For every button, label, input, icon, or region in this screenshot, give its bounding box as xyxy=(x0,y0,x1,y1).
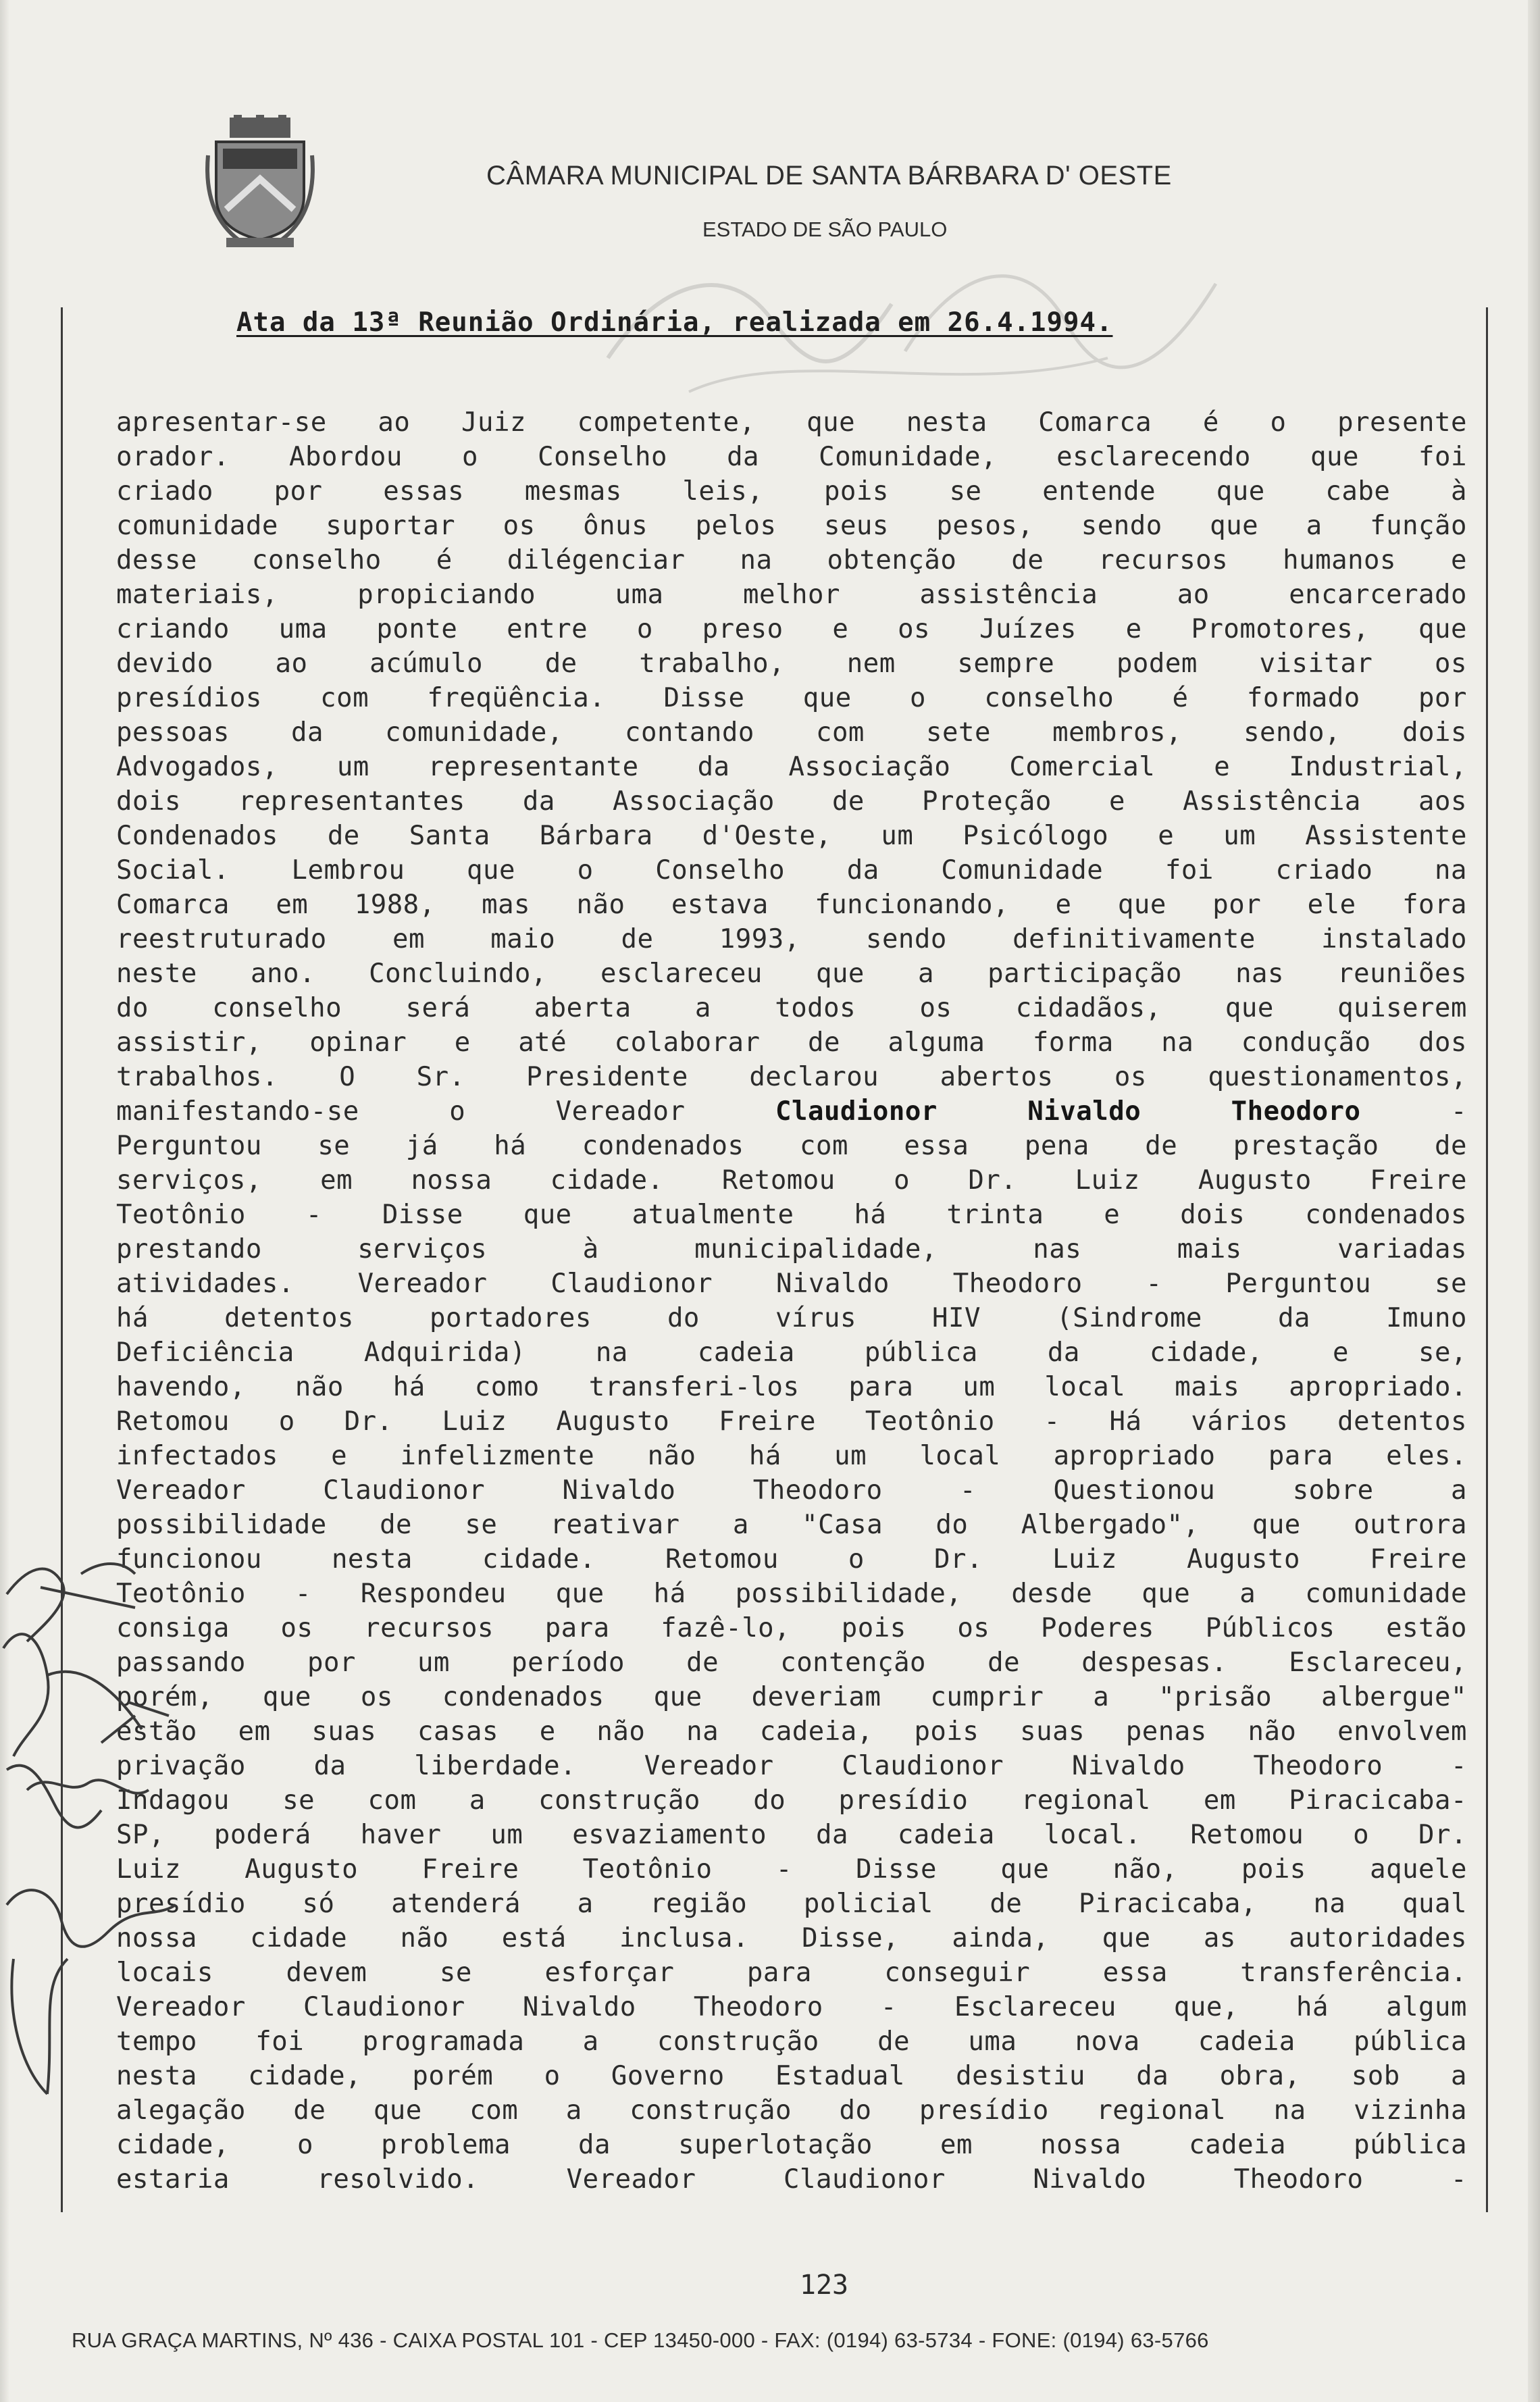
minutes-line: apresentar-se ao Juiz competente, que nesta Comarca é o presente xyxy=(116,407,1467,438)
minutes-line: há detentos portadores do vírus HIV (Sindrome da Imuno xyxy=(116,1303,1467,1333)
minutes-line: presídios com freqüência. Disse que o conselho é formado por xyxy=(116,683,1467,713)
minutes-line: comunidade suportar os ônus pelos seus pesos, sendo que a função xyxy=(116,511,1467,541)
minutes-line: manifestando-se o Vereador Claudionor Nivaldo Theodoro - xyxy=(116,1096,1467,1127)
state-name: ESTADO DE SÃO PAULO xyxy=(702,218,948,241)
minutes-line: materiais, propiciando uma melhor assistência ao encarcerado xyxy=(116,580,1467,610)
minutes-line: Comarca em 1988, mas não estava funcionando, e que por ele fora xyxy=(116,890,1467,920)
minutes-line: locais devem se esforçar para conseguir essa transferência. xyxy=(116,1958,1467,1988)
footer-address: RUA GRAÇA MARTINS, Nº 436 - CAIXA POSTAL 101 - CEP 13450-000 - FAX: (0194) 63-5734 - FONE: (0194) 63-5766 xyxy=(72,2328,1209,2352)
minutes-line: serviços, em nossa cidade. Retomou o Dr. Luiz Augusto Freire xyxy=(116,1165,1467,1196)
minutes-line: infectados e infelizmente não há um local apropriado para eles. xyxy=(116,1441,1467,1471)
minutes-line: Deficiência Adquirida) na cadeia pública da cidade, e se, xyxy=(116,1337,1467,1368)
minutes-line: nossa cidade não está inclusa. Disse, ainda, que as autoridades xyxy=(116,1923,1467,1953)
minutes-body xyxy=(116,405,1467,2197)
minutes-line: trabalhos. O Sr. Presidente declarou abertos os questionamentos, xyxy=(116,1062,1467,1092)
minutes-line: porém, que os condenados que deveriam cumprir a "prisão albergue" xyxy=(116,1682,1467,1712)
minutes-line: devido ao acúmulo de trabalho, nem sempre podem visitar os xyxy=(116,648,1467,679)
minutes-line: prestando serviços à municipalidade, nas mais variadas xyxy=(116,1234,1467,1264)
municipal-coat-of-arms-icon xyxy=(203,115,317,250)
minutes-title: Ata da 13ª Reunião Ordinária, realizada em 26.4.1994. xyxy=(236,307,1113,338)
minutes-line: possibilidade de se reativar a "Casa do Albergado", que outrora xyxy=(116,1510,1467,1540)
minutes-line: Luiz Augusto Freire Teotônio - Disse que não, pois aquele xyxy=(116,1854,1467,1885)
minutes-line: funcionou nesta cidade. Retomou o Dr. Luiz Augusto Freire xyxy=(116,1544,1467,1575)
institution-name: CÂMARA MUNICIPAL DE SANTA BÁRBARA D' OESTE xyxy=(486,161,1172,190)
page-number: 123 xyxy=(799,2270,849,2301)
minutes-line: estão em suas casas e não na cadeia, pois suas penas não envolvem xyxy=(116,1716,1467,1747)
minutes-line: privação da liberdade. Vereador Claudionor Nivaldo Theodoro - xyxy=(116,1751,1467,1781)
minutes-line: dois representantes da Associação de Proteção e Assistência aos xyxy=(116,786,1467,817)
minutes-line: SP, poderá haver um esvaziamento da cadeia local. Retomou o Dr. xyxy=(116,1820,1467,1850)
minutes-line: nesta cidade, porém o Governo Estadual desistiu da obra, sob a xyxy=(116,2061,1467,2091)
minutes-line: estaria resolvido. Vereador Claudionor Nivaldo Theodoro - xyxy=(116,2164,1467,2195)
page-right-edge xyxy=(1528,0,1540,2402)
minutes-line: Vereador Claudionor Nivaldo Theodoro - Questionou sobre a xyxy=(116,1475,1467,1506)
minutes-line: Perguntou se já há condenados com essa pena de prestação de xyxy=(116,1131,1467,1161)
minutes-line: reestruturado em maio de 1993, sendo definitivamente instalado xyxy=(116,924,1467,954)
minutes-line: consiga os recursos para fazê-lo, pois os Poderes Públicos estão xyxy=(116,1613,1467,1643)
minutes-line: alegação de que com a construção do presídio regional na vizinha xyxy=(116,2095,1467,2126)
minutes-line: Teotônio - Disse que atualmente há trinta e dois condenados xyxy=(116,1200,1467,1230)
minutes-line: atividades. Vereador Claudionor Nivaldo Theodoro - Perguntou se xyxy=(116,1269,1467,1299)
minutes-line: pessoas da comunidade, contando com sete membros, sendo, dois xyxy=(116,717,1467,748)
margin-rule-right xyxy=(1486,307,1488,2212)
minutes-line: desse conselho é dilégenciar na obtenção de recursos humanos e xyxy=(116,545,1467,576)
minutes-line: Retomou o Dr. Luiz Augusto Freire Teotônio - Há vários detentos xyxy=(116,1406,1467,1437)
minutes-line: criando uma ponte entre o preso e os Juízes e Promotores, que xyxy=(116,614,1467,644)
minutes-line: Social. Lembrou que o Conselho da Comunidade foi criado na xyxy=(116,855,1467,886)
minutes-line: Condenados de Santa Bárbara d'Oeste, um Psicólogo e um Assistente xyxy=(116,821,1467,851)
minutes-line: do conselho será aberta a todos os cidadãos, que quiserem xyxy=(116,993,1467,1023)
minutes-line: assistir, opinar e até colaborar de alguma forma na condução dos xyxy=(116,1027,1467,1058)
minutes-line: tempo foi programada a construção de uma nova cadeia pública xyxy=(116,2026,1467,2057)
minutes-line: Vereador Claudionor Nivaldo Theodoro - Esclareceu que, há algum xyxy=(116,1992,1467,2022)
minutes-line: Indagou se com a construção do presídio regional em Piracicaba- xyxy=(116,1785,1467,1816)
minutes-line: havendo, não há como transferi-los para um local mais apropriado. xyxy=(116,1372,1467,1402)
minutes-line: passando por um período de contenção de despesas. Esclareceu, xyxy=(116,1647,1467,1678)
minutes-line: presídio só atenderá a região policial de Piracicaba, na qual xyxy=(116,1889,1467,1919)
councilor-name-bold: Claudionor Nivaldo Theodoro xyxy=(775,1096,1361,1127)
minutes-line: neste ano. Concluindo, esclareceu que a participação nas reuniões xyxy=(116,959,1467,989)
minutes-line: criado por essas mesmas leis, pois se entende que cabe à xyxy=(116,476,1467,507)
minutes-line: cidade, o problema da superlotação em nossa cadeia pública xyxy=(116,2130,1467,2160)
minutes-line: Advogados, um representante da Associação Comercial e Industrial, xyxy=(116,752,1467,782)
minutes-line: orador. Abordou o Conselho da Comunidade, esclarecendo que foi xyxy=(116,442,1467,472)
margin-rule-left xyxy=(61,307,63,2212)
minutes-line: Teotônio - Respondeu que há possibilidade, desde que a comunidade xyxy=(116,1579,1467,1609)
page-left-edge xyxy=(0,0,9,2402)
